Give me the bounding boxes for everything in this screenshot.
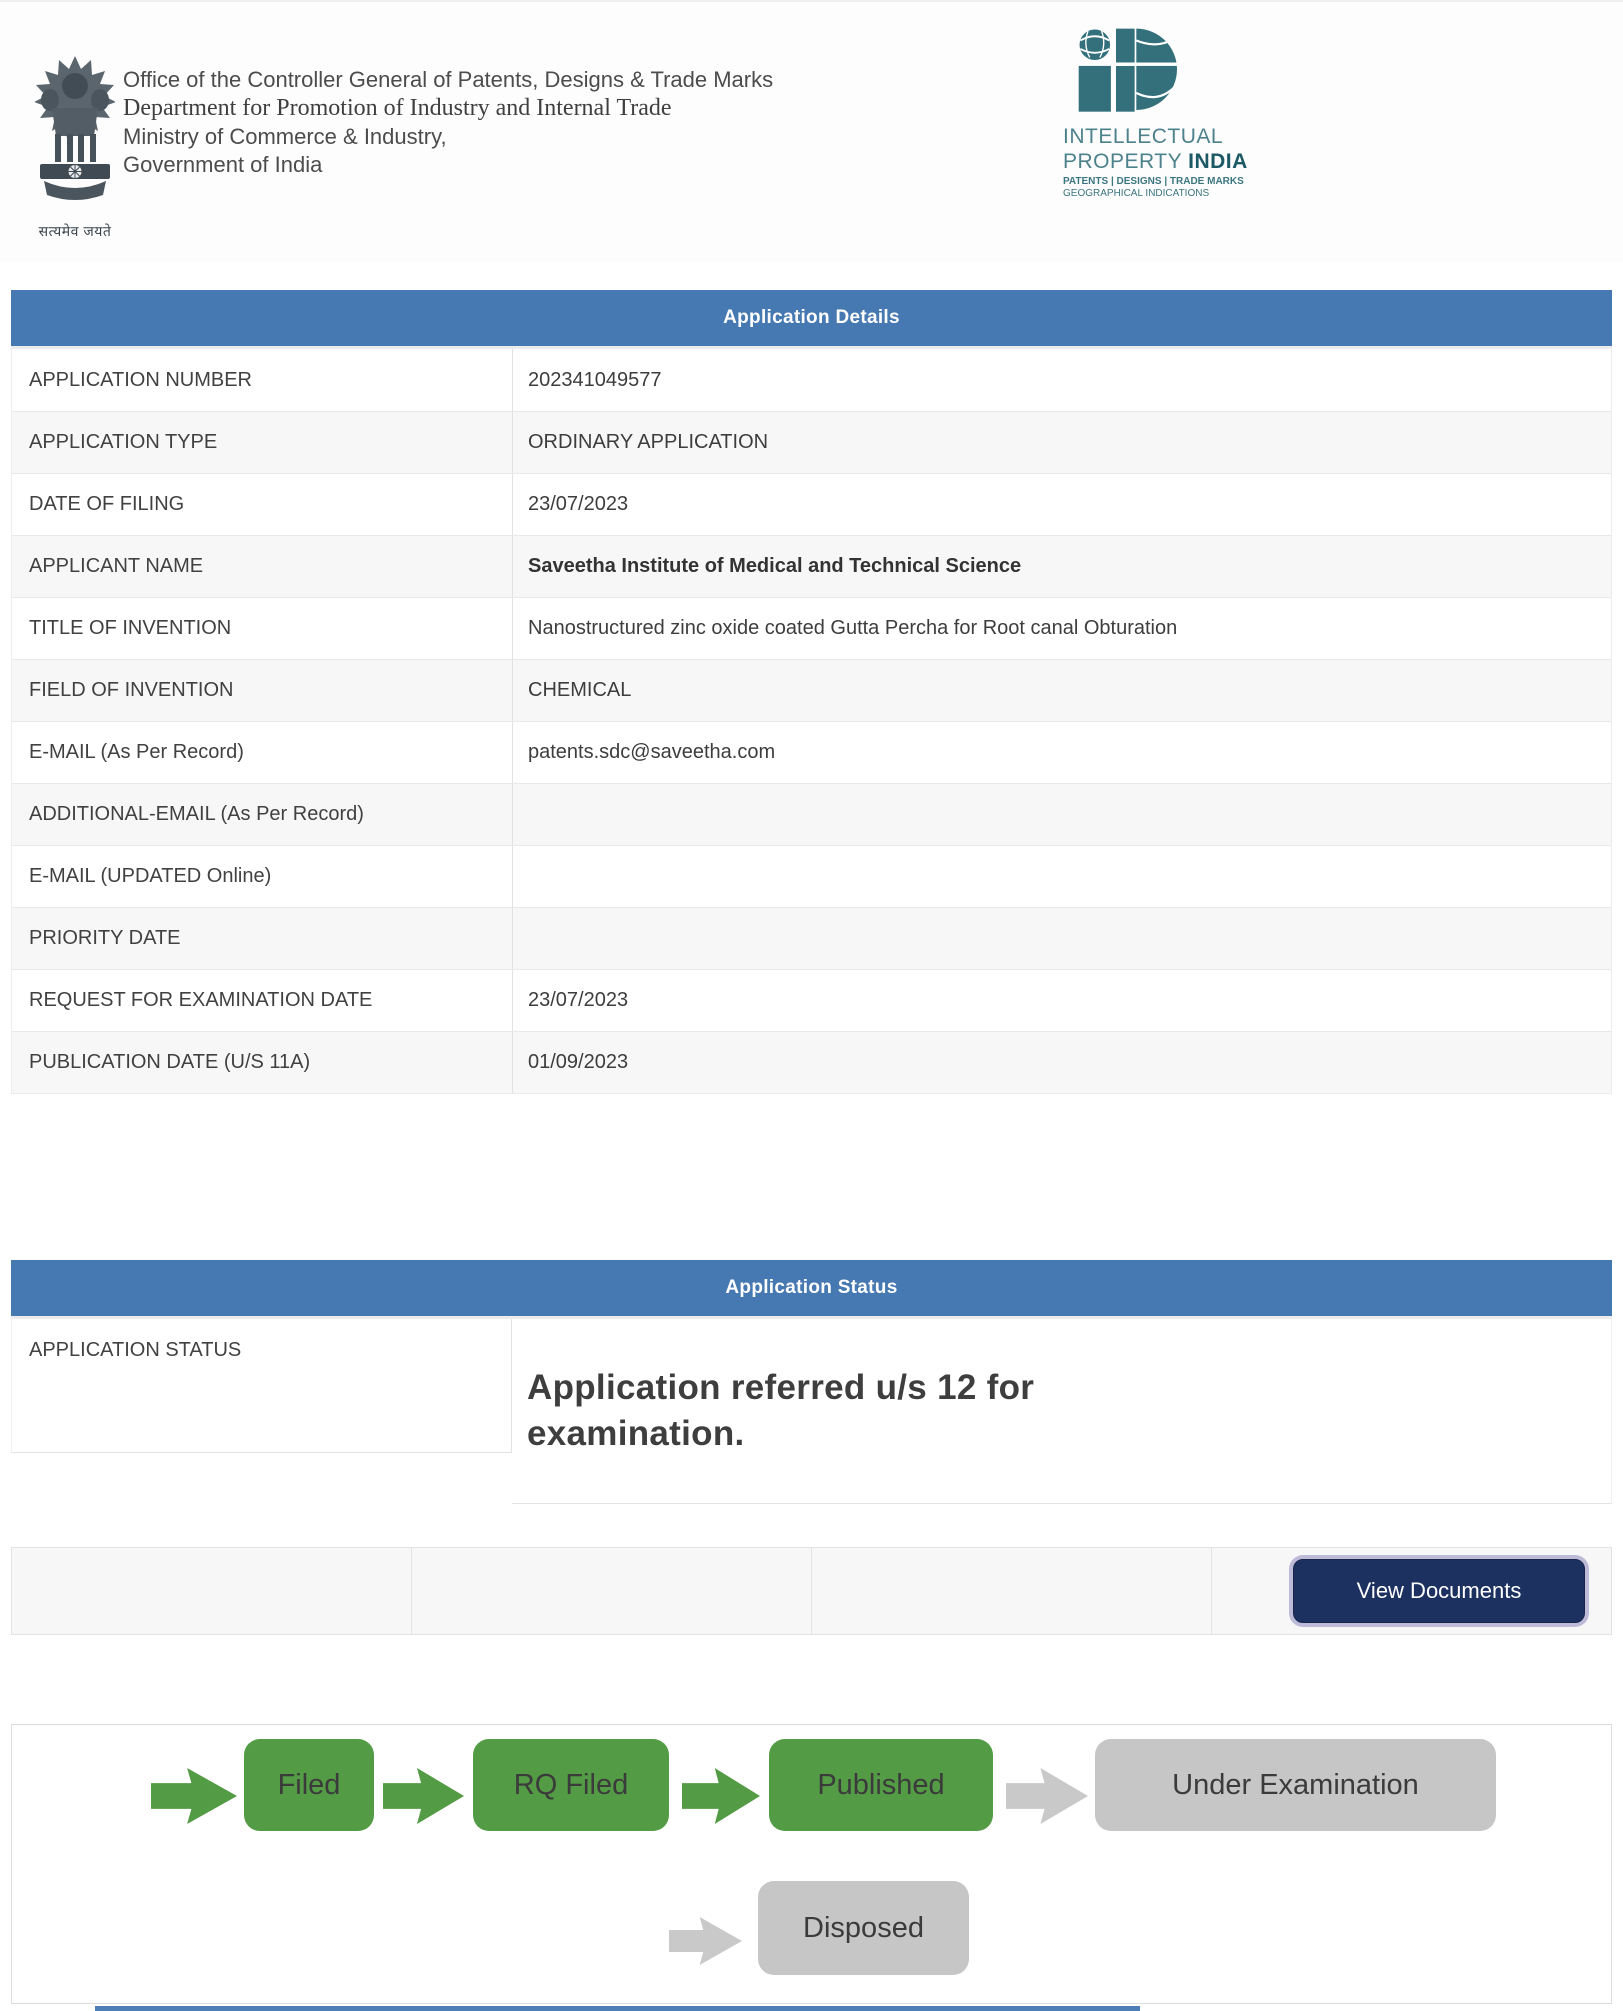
row-label: PRIORITY DATE (12, 908, 513, 969)
flow-step-under-examination: Under Examination (1095, 1739, 1496, 1831)
table-row (12, 907, 1611, 969)
table-row (12, 597, 1611, 659)
row-label: E-MAIL (UPDATED Online) (12, 846, 513, 907)
intellectual-property-india-logo (1063, 24, 1273, 200)
flow-arrow-icon (669, 1917, 742, 1965)
email-updated-value (513, 846, 1611, 907)
table-row (12, 845, 1611, 907)
flow-arrow-icon (151, 1768, 237, 1824)
row-label: ADDITIONAL-EMAIL (As Per Record) (12, 784, 513, 845)
view-documents-button[interactable]: View Documents (1293, 1559, 1585, 1623)
flow-arrow-icon (383, 1768, 464, 1824)
application-status-title: Application Status (725, 1277, 898, 1298)
government-banner (0, 2, 1623, 262)
application-status-label: APPLICATION STATUS (11, 1319, 512, 1453)
application-progress-flowchart (11, 1724, 1612, 2004)
table-row (12, 1031, 1611, 1093)
table-row (12, 535, 1611, 597)
office-line: Office of the Controller General of Patents, Designs & Trade Marks (123, 67, 774, 92)
date-of-filing-value: 23/07/2023 (528, 493, 629, 515)
row-label: APPLICATION TYPE (12, 412, 513, 473)
application-status-section (11, 1260, 1612, 1504)
application-details-header (11, 290, 1612, 349)
row-label: FIELD OF INVENTION (12, 660, 513, 721)
satyameva-jayate-caption: सत्यमेव जयते (38, 223, 112, 239)
row-label: APPLICATION NUMBER (12, 349, 513, 411)
table-row (12, 473, 1611, 535)
logo-text-patents-designs-trademarks: PATENTS | DESIGNS | TRADE MARKS (1063, 176, 1244, 187)
additional-email-value (513, 784, 1611, 845)
logo-text-property-india (1063, 149, 1273, 174)
flow-step-rq-filed: RQ Filed (473, 1739, 669, 1831)
table-row (12, 721, 1611, 783)
application-status-value: Application referred u/s 12 for examination. (527, 1368, 1035, 1453)
flow-step-disposed: Disposed (758, 1881, 969, 1975)
table-row (12, 659, 1611, 721)
field-of-invention-value: CHEMICAL (528, 679, 632, 701)
application-details-section (11, 290, 1612, 1094)
flow-step-published: Published (769, 1739, 993, 1831)
priority-date-value (513, 908, 1611, 969)
logo-text-india: INDIA (1188, 150, 1248, 173)
table-row (12, 349, 1611, 411)
documents-cell-3 (812, 1548, 1212, 1634)
title-of-invention-value: Nanostructured zinc oxide coated Gutta Percha for Root canal Obturation (528, 617, 1178, 639)
table-row (12, 783, 1611, 845)
ashoka-emblem-icon (35, 54, 115, 214)
row-label: E-MAIL (As Per Record) (12, 722, 513, 783)
application-status-table (11, 1319, 1612, 1504)
documents-cell-2 (412, 1548, 812, 1634)
applicant-name-value: Saveetha Institute of Medical and Technical Science (528, 555, 1022, 577)
application-number-value: 202341049577 (528, 368, 662, 391)
logo-text-property: PROPERTY (1063, 150, 1189, 173)
request-for-examination-date-value: 23/07/2023 (528, 989, 629, 1011)
logo-text-geographical-indications: GEOGRAPHICAL INDICATIONS (1063, 188, 1210, 199)
row-label: REQUEST FOR EXAMINATION DATE (12, 970, 513, 1031)
logo-text-intellectual: INTELLECTUAL (1063, 125, 1224, 148)
application-details-title: Application Details (723, 307, 900, 328)
flow-step-filed: Filed (244, 1739, 374, 1831)
documents-cell-1 (12, 1548, 412, 1634)
department-line: Department for Promotion of Industry and Internal Trade (123, 95, 672, 121)
application-status-header (11, 1260, 1612, 1319)
documents-row (11, 1547, 1612, 1635)
flow-arrow-icon (682, 1768, 760, 1824)
row-label: DATE OF FILING (12, 474, 513, 535)
table-row (12, 969, 1611, 1031)
ip-india-logo-icon (1077, 24, 1177, 118)
row-label: TITLE OF INVENTION (12, 598, 513, 659)
application-details-table (11, 349, 1612, 1094)
ministry-line: Ministry of Commerce & Industry, (123, 124, 447, 149)
horizontal-scrollbar-thumb[interactable] (95, 2006, 1140, 2011)
publication-date-value: 01/09/2023 (528, 1051, 629, 1073)
row-label: PUBLICATION DATE (U/S 11A) (12, 1032, 513, 1093)
email-value: patents.sdc@saveetha.com (528, 741, 776, 763)
row-label: APPLICANT NAME (12, 536, 513, 597)
application-type-value: ORDINARY APPLICATION (528, 431, 769, 453)
government-line: Government of India (123, 152, 323, 177)
table-row (12, 411, 1611, 473)
india-emblem (33, 54, 117, 241)
application-status-value-cell (512, 1319, 1612, 1504)
office-title-block (123, 66, 773, 179)
documents-cell-4 (1212, 1548, 1611, 1634)
flow-arrow-icon (1006, 1768, 1088, 1824)
